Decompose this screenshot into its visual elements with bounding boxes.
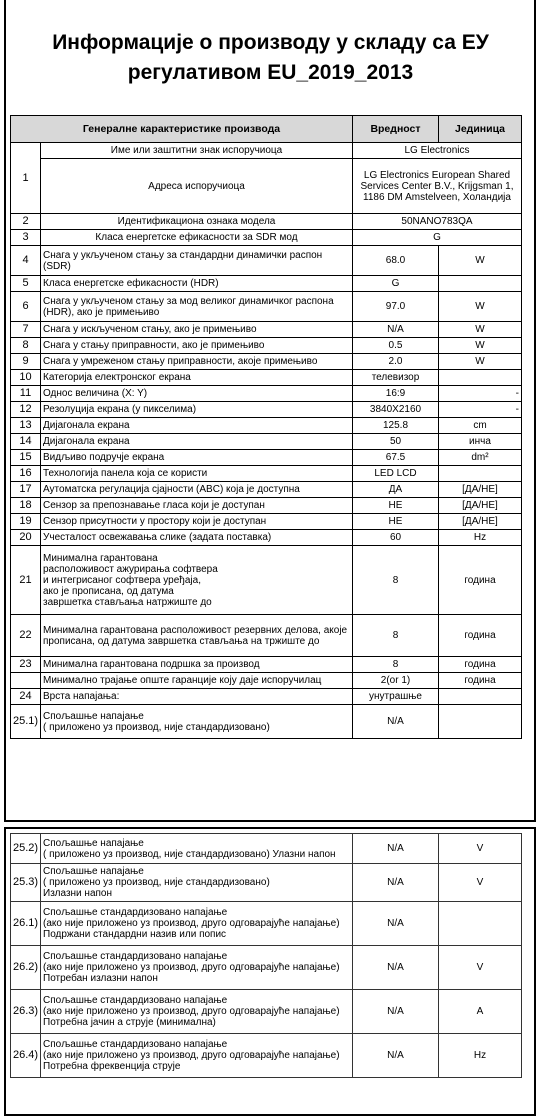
row-value: 2(or 1) xyxy=(353,673,439,689)
row-description: Снага у укљученом стању за стандардни динамички распон (SDR) xyxy=(41,246,353,276)
row-value: телевизор xyxy=(353,370,439,386)
row-number: 9 xyxy=(11,354,41,370)
row-description: Спољашње стандардизовано напајање (ако није приложено уз производ, друго одговарајуће напајање) Потребна јачин а струје (минимална) xyxy=(41,990,353,1034)
row-unit: cm xyxy=(439,418,522,434)
title-line-1: Информације о производу у складу са ЕУ xyxy=(52,31,489,54)
row-description: Сензор присутности у простору који је доступан xyxy=(41,514,353,530)
row-description: Снага у искљученом стању, ако је примењиво xyxy=(41,322,353,338)
header-value: Вредност xyxy=(353,116,439,143)
row-value: 97.0 xyxy=(353,292,439,322)
row-description: Резолуција екрана (у пикселима) xyxy=(41,402,353,418)
row-number: 18 xyxy=(11,498,41,514)
row-number: 2 xyxy=(11,214,41,230)
row-unit: [ДА/НЕ] xyxy=(439,482,522,498)
row-unit: [ДА/НЕ] xyxy=(439,498,522,514)
table-row xyxy=(11,322,522,338)
row-value: N/A xyxy=(353,864,439,902)
row-number: 23 xyxy=(11,657,41,673)
row-number: 10 xyxy=(11,370,41,386)
table-row xyxy=(11,214,522,230)
row-unit: A xyxy=(439,990,522,1034)
row-number: 24 xyxy=(11,689,41,705)
row-unit: V xyxy=(439,834,522,864)
row-description: Видљиво подручје екрана xyxy=(41,450,353,466)
row-value: 67.5 xyxy=(353,450,439,466)
table-row xyxy=(11,498,522,514)
row-description: Снага у умреженом стању приправности, акоје примењиво xyxy=(41,354,353,370)
row-value: N/A xyxy=(353,946,439,990)
table-row xyxy=(11,246,522,276)
row-unit: година xyxy=(439,657,522,673)
row-value: N/A xyxy=(353,902,439,946)
header-unit: Јединица xyxy=(439,116,522,143)
row-unit: [ДА/НЕ] xyxy=(439,514,522,530)
table-row xyxy=(11,615,522,657)
row-unit xyxy=(439,689,522,705)
row-description: Минимална гарантована расположивост резервних делова, акоје прописана, од датума завршетка стављања на тржиште до xyxy=(41,615,353,657)
row-unit: W xyxy=(439,246,522,276)
row-unit xyxy=(439,902,522,946)
row-number: 21 xyxy=(11,546,41,615)
table-header-row xyxy=(11,116,522,143)
row-value: N/A xyxy=(353,322,439,338)
row-description: Идентификациона ознака модела xyxy=(41,214,353,230)
row-unit: V xyxy=(439,864,522,902)
row-description: Дијагонала екрана xyxy=(41,418,353,434)
row-unit: година xyxy=(439,673,522,689)
row-unit: Hz xyxy=(439,1034,522,1078)
row-description: Адреса испоручиоца xyxy=(41,159,353,214)
table-row xyxy=(11,230,522,246)
table-row xyxy=(11,514,522,530)
table-row xyxy=(11,386,522,402)
row-number: 22 xyxy=(11,615,41,657)
row-value: НЕ xyxy=(353,514,439,530)
row-number: 12 xyxy=(11,402,41,418)
row-unit: W xyxy=(439,338,522,354)
row-description: Учесталост освежавања слике (задата поставка) xyxy=(41,530,353,546)
row-description: Класа енергетске ефикасности за SDR мод xyxy=(41,230,353,246)
row-number: 20 xyxy=(11,530,41,546)
table-row xyxy=(11,418,522,434)
row-number: 4 xyxy=(11,246,41,276)
row-number: 1 xyxy=(11,143,41,214)
row-value: N/A xyxy=(353,705,439,739)
table-row xyxy=(11,143,522,159)
row-number: 25.2) xyxy=(11,834,41,864)
row-value: 2.0 xyxy=(353,354,439,370)
row-description: Класа енергетске ефикасности (HDR) xyxy=(41,276,353,292)
row-number: 17 xyxy=(11,482,41,498)
row-number: 26.2) xyxy=(11,946,41,990)
row-value: G xyxy=(353,276,439,292)
table-row xyxy=(11,546,522,615)
row-number: 6 xyxy=(11,292,41,322)
table-row xyxy=(11,673,522,689)
row-unit: година xyxy=(439,546,522,615)
row-number: 19 xyxy=(11,514,41,530)
row-description: Врста напајања: xyxy=(41,689,353,705)
row-value: 50 xyxy=(353,434,439,450)
table-row xyxy=(11,276,522,292)
row-description: Минимална гарантована расположивост ажурирања софтвера и интегрисаног софтвера уређаја, ако је прописана, од датума завршетка стављања натржиште до xyxy=(41,546,353,615)
row-description: Снага у стању приправности, ако је примењиво xyxy=(41,338,353,354)
row-description: Дијагонала екрана xyxy=(41,434,353,450)
row-number: 14 xyxy=(11,434,41,450)
row-unit: Hz xyxy=(439,530,522,546)
row-unit xyxy=(439,466,522,482)
row-value: 8 xyxy=(353,546,439,615)
row-value: 68.0 xyxy=(353,246,439,276)
row-value: 60 xyxy=(353,530,439,546)
row-value: 8 xyxy=(353,615,439,657)
table-row xyxy=(11,402,522,418)
row-description: Аутоматска регулација сјаjности (ABC) која је доступна xyxy=(41,482,353,498)
row-unit: инча xyxy=(439,434,522,450)
row-value: N/A xyxy=(353,834,439,864)
row-number: 16 xyxy=(11,466,41,482)
row-number: 8 xyxy=(11,338,41,354)
row-unit: W xyxy=(439,292,522,322)
page-title xyxy=(0,28,541,88)
table-row xyxy=(11,705,522,739)
row-number: 3 xyxy=(11,230,41,246)
row-value: N/A xyxy=(353,1034,439,1078)
row-description: Име или заштитни знак испоручиоца xyxy=(41,143,353,159)
table-row xyxy=(11,466,522,482)
table-row xyxy=(11,292,522,322)
table-row xyxy=(11,370,522,386)
row-unit: V xyxy=(439,946,522,990)
table-row xyxy=(11,338,522,354)
header-characteristics: Генералне карактеристике производа xyxy=(11,116,353,143)
row-value: LG Electronics European Shared Services Center B.V., Krijgsman 1, 1186 DM Amstelveen, Холандија xyxy=(353,159,522,214)
row-description: Снага у укљученом стању за мод великог динамичког распона (HDR), ако је примењиво xyxy=(41,292,353,322)
table-row xyxy=(11,482,522,498)
row-number: 5 xyxy=(11,276,41,292)
row-number: 25.1) xyxy=(11,705,41,739)
row-unit xyxy=(439,276,522,292)
table-row xyxy=(11,689,522,705)
row-number xyxy=(11,673,41,689)
row-number: 11 xyxy=(11,386,41,402)
row-description: Спољашње стандардизовано напајање (ако није приложено уз производ, друго одговарајуће напајање) Подржани стандардни назив или попис xyxy=(41,902,353,946)
table-row xyxy=(11,434,522,450)
row-unit: година xyxy=(439,615,522,657)
row-unit: - xyxy=(439,402,522,418)
table-row xyxy=(11,530,522,546)
row-value: LG Electronics xyxy=(353,143,522,159)
row-value: 50NANO783QA xyxy=(353,214,522,230)
power-supply-table xyxy=(10,833,522,1078)
table-row xyxy=(11,1034,522,1078)
row-number: 15 xyxy=(11,450,41,466)
title-line-2: регулативом EU_2019_2013 xyxy=(127,61,414,84)
row-description: Спољашње напајање ( приложено уз производ, није стандардизовано) xyxy=(41,705,353,739)
table-row xyxy=(11,902,522,946)
row-number: 26.4) xyxy=(11,1034,41,1078)
row-description: Сензор за препознавање гласа који је доступан xyxy=(41,498,353,514)
row-number: 7 xyxy=(11,322,41,338)
table-row xyxy=(11,159,522,214)
table-row xyxy=(11,990,522,1034)
row-number: 25.3) xyxy=(11,864,41,902)
table-row xyxy=(11,864,522,902)
table-row xyxy=(11,946,522,990)
table-row xyxy=(11,657,522,673)
row-value: 3840X2160 xyxy=(353,402,439,418)
row-value: 125.8 xyxy=(353,418,439,434)
row-number: 26.3) xyxy=(11,990,41,1034)
row-value: 0.5 xyxy=(353,338,439,354)
row-value: 8 xyxy=(353,657,439,673)
row-number: 13 xyxy=(11,418,41,434)
row-value: унутрашње xyxy=(353,689,439,705)
row-description: Технологија панела која се користи xyxy=(41,466,353,482)
row-value: G xyxy=(353,230,522,246)
row-value: LED LCD xyxy=(353,466,439,482)
row-description: Спољашње стандардизовано напајање (ако није приложено уз производ, друго одговарајуће напајање) Потребан излазни напон xyxy=(41,946,353,990)
row-value: N/A xyxy=(353,990,439,1034)
row-description: Категорија електронског екрана xyxy=(41,370,353,386)
table-row xyxy=(11,834,522,864)
row-description: Минимално трајање опште гаранције коју даје испоручилац xyxy=(41,673,353,689)
characteristics-table xyxy=(10,115,522,739)
row-description: Спољашње напајање ( приложено уз производ, није стандардизовано) Улазни напон xyxy=(41,834,353,864)
row-value: 16:9 xyxy=(353,386,439,402)
row-unit: W xyxy=(439,322,522,338)
row-number: 26.1) xyxy=(11,902,41,946)
row-description: Спољашње напајање ( приложено уз производ, није стандардизовано) Излазни напон xyxy=(41,864,353,902)
row-unit xyxy=(439,705,522,739)
row-unit: dm² xyxy=(439,450,522,466)
row-value: ДА xyxy=(353,482,439,498)
row-description: Однос величина (X: Y) xyxy=(41,386,353,402)
row-unit xyxy=(439,370,522,386)
row-description: Спољашње стандардизовано напајање (ако није приложено уз производ, друго одговарајуће напајање) Потребна фреквенција струје xyxy=(41,1034,353,1078)
table-row xyxy=(11,450,522,466)
table-row xyxy=(11,354,522,370)
row-unit: - xyxy=(439,386,522,402)
row-description: Минимална гарантована подршка за производ xyxy=(41,657,353,673)
row-unit: W xyxy=(439,354,522,370)
row-value: НЕ xyxy=(353,498,439,514)
